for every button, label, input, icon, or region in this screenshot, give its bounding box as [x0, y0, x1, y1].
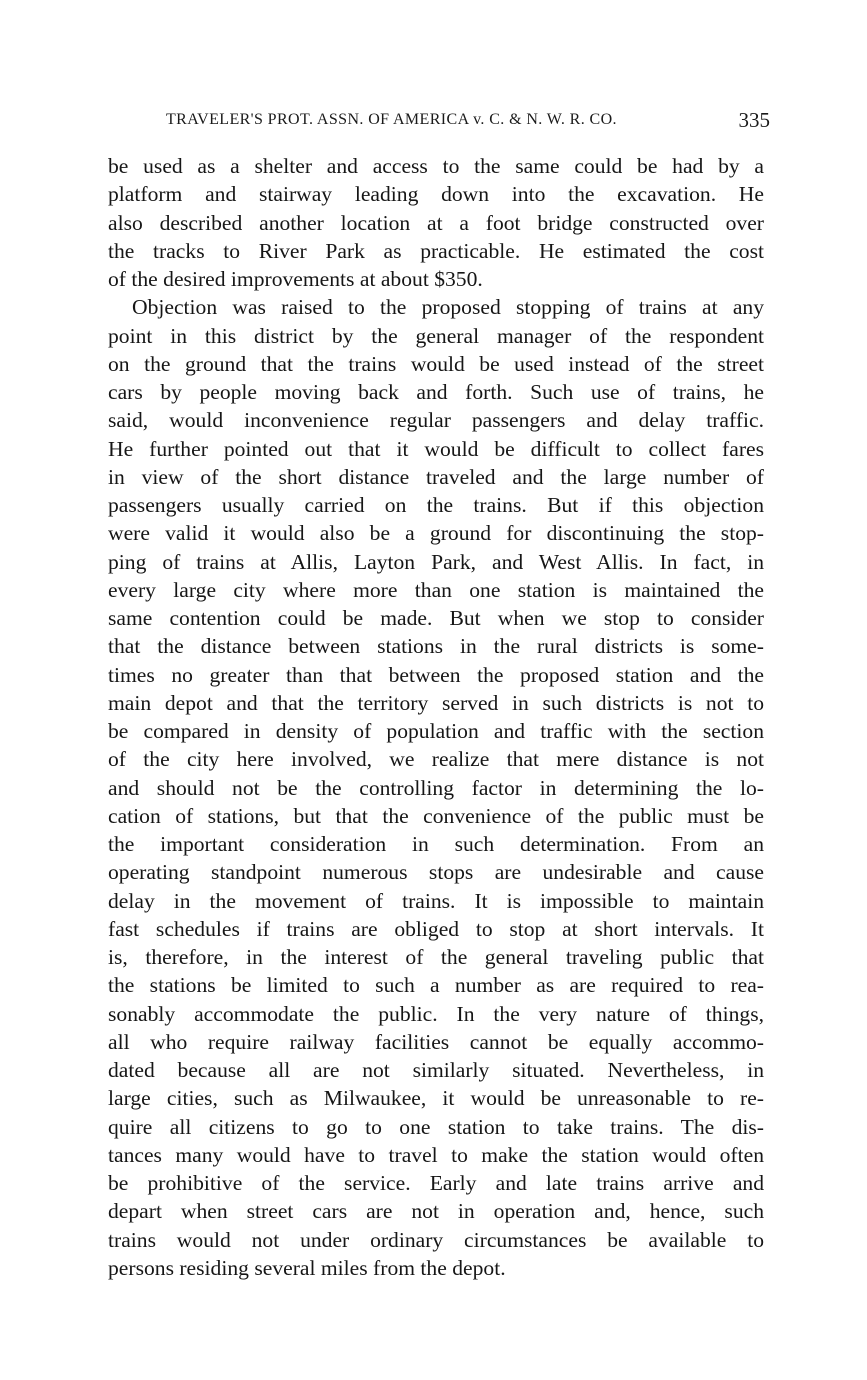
text-line: ping of trains at Allis, Layton Park, and West Allis. In fact, in	[108, 549, 764, 574]
text-line: same contention could be made. But when we stop to consider	[108, 606, 764, 630]
text-line: also described another location at a foot bridge constructed over	[108, 210, 764, 235]
text-line: be compared in density of population and traffic with the section	[108, 719, 764, 743]
text-line: platform and stairway leading down into the excavation. He	[108, 182, 764, 207]
text-line: be used as a shelter and access to the same could be had by a	[108, 154, 764, 178]
text-line: sonably accommodate the public. In the very nature of things,	[108, 1001, 764, 1026]
text-line: of the desired improvements at about $350.	[108, 267, 483, 291]
text-line: main depot and that the territory served in such districts is not to	[108, 690, 764, 715]
text-line: cars by people moving back and forth. Such use of trains, he	[108, 380, 764, 404]
text-line: fast schedules if trains are obliged to stop at short intervals. It	[108, 916, 764, 941]
text-line: large cities, such as Milwaukee, it would be unreasonable to re-	[108, 1086, 764, 1111]
running-header	[166, 108, 770, 137]
text-line: every large city where more than one station is maintained the	[108, 577, 764, 602]
page-number: 335	[738, 108, 770, 132]
text-line: depart when street cars are not in operation and, hence, such	[108, 1199, 764, 1224]
text-line: were valid it would also be a ground for discontinuing the stop-	[108, 521, 764, 546]
text-line: point in this district by the general manager of the respondent	[108, 323, 764, 348]
body-text	[108, 152, 764, 1282]
text-line: persons residing several miles from the depot.	[108, 1255, 506, 1280]
text-line: the tracks to River Park as practicable. He estimated the cost	[108, 238, 764, 263]
text-line: quire all citizens to go to one station to take trains. The dis-	[108, 1114, 764, 1139]
text-line: times no greater than that between the proposed station and the	[108, 662, 764, 687]
text-line: tances many would have to travel to make the station would often	[108, 1142, 764, 1167]
text-line: said, would inconvenience regular passengers and delay traffic.	[108, 408, 764, 433]
running-title: TRAVELER'S PROT. ASSN. OF AMERICA v. C. & N. W. R. CO.	[166, 111, 617, 128]
text-line: cation of stations, but that the convenience of the public must be	[108, 803, 764, 828]
text-line: passengers usually carried on the trains. But if this objection	[108, 493, 764, 517]
text-line: that the distance between stations in the rural districts is some-	[108, 634, 764, 659]
text-line: of the city here involved, we realize that mere distance is not	[108, 747, 764, 772]
text-line: is, therefore, in the interest of the general traveling public that	[108, 945, 764, 969]
text-line: trains would not under ordinary circumstances be available to	[108, 1227, 764, 1252]
text-line: delay in the movement of trains. It is impossible to maintain	[108, 888, 764, 913]
text-line: operating standpoint numerous stops are undesirable and cause	[108, 860, 764, 885]
text-line: and should not be the controlling factor in determining the lo-	[108, 775, 764, 800]
text-line: be prohibitive of the service. Early and late trains arrive and	[108, 1171, 764, 1195]
text-line: on the ground that the trains would be used instead of the street	[108, 351, 764, 376]
text-line: the important consideration in such determination. From an	[108, 832, 764, 856]
text-line: the stations be limited to such a number as are required to rea-	[108, 973, 764, 998]
text-line: in view of the short distance traveled and the large number of	[108, 464, 764, 489]
paragraph-2	[108, 293, 764, 1282]
text-line: all who require railway facilities cannot be equally accommo-	[108, 1029, 764, 1054]
paragraph-1	[108, 152, 764, 293]
text-line: Objection was raised to the proposed stopping of trains at any	[132, 295, 764, 320]
text-line: He further pointed out that it would be difficult to collect fares	[108, 436, 764, 461]
text-line: dated because all are not similarly situated. Nevertheless, in	[108, 1058, 764, 1082]
